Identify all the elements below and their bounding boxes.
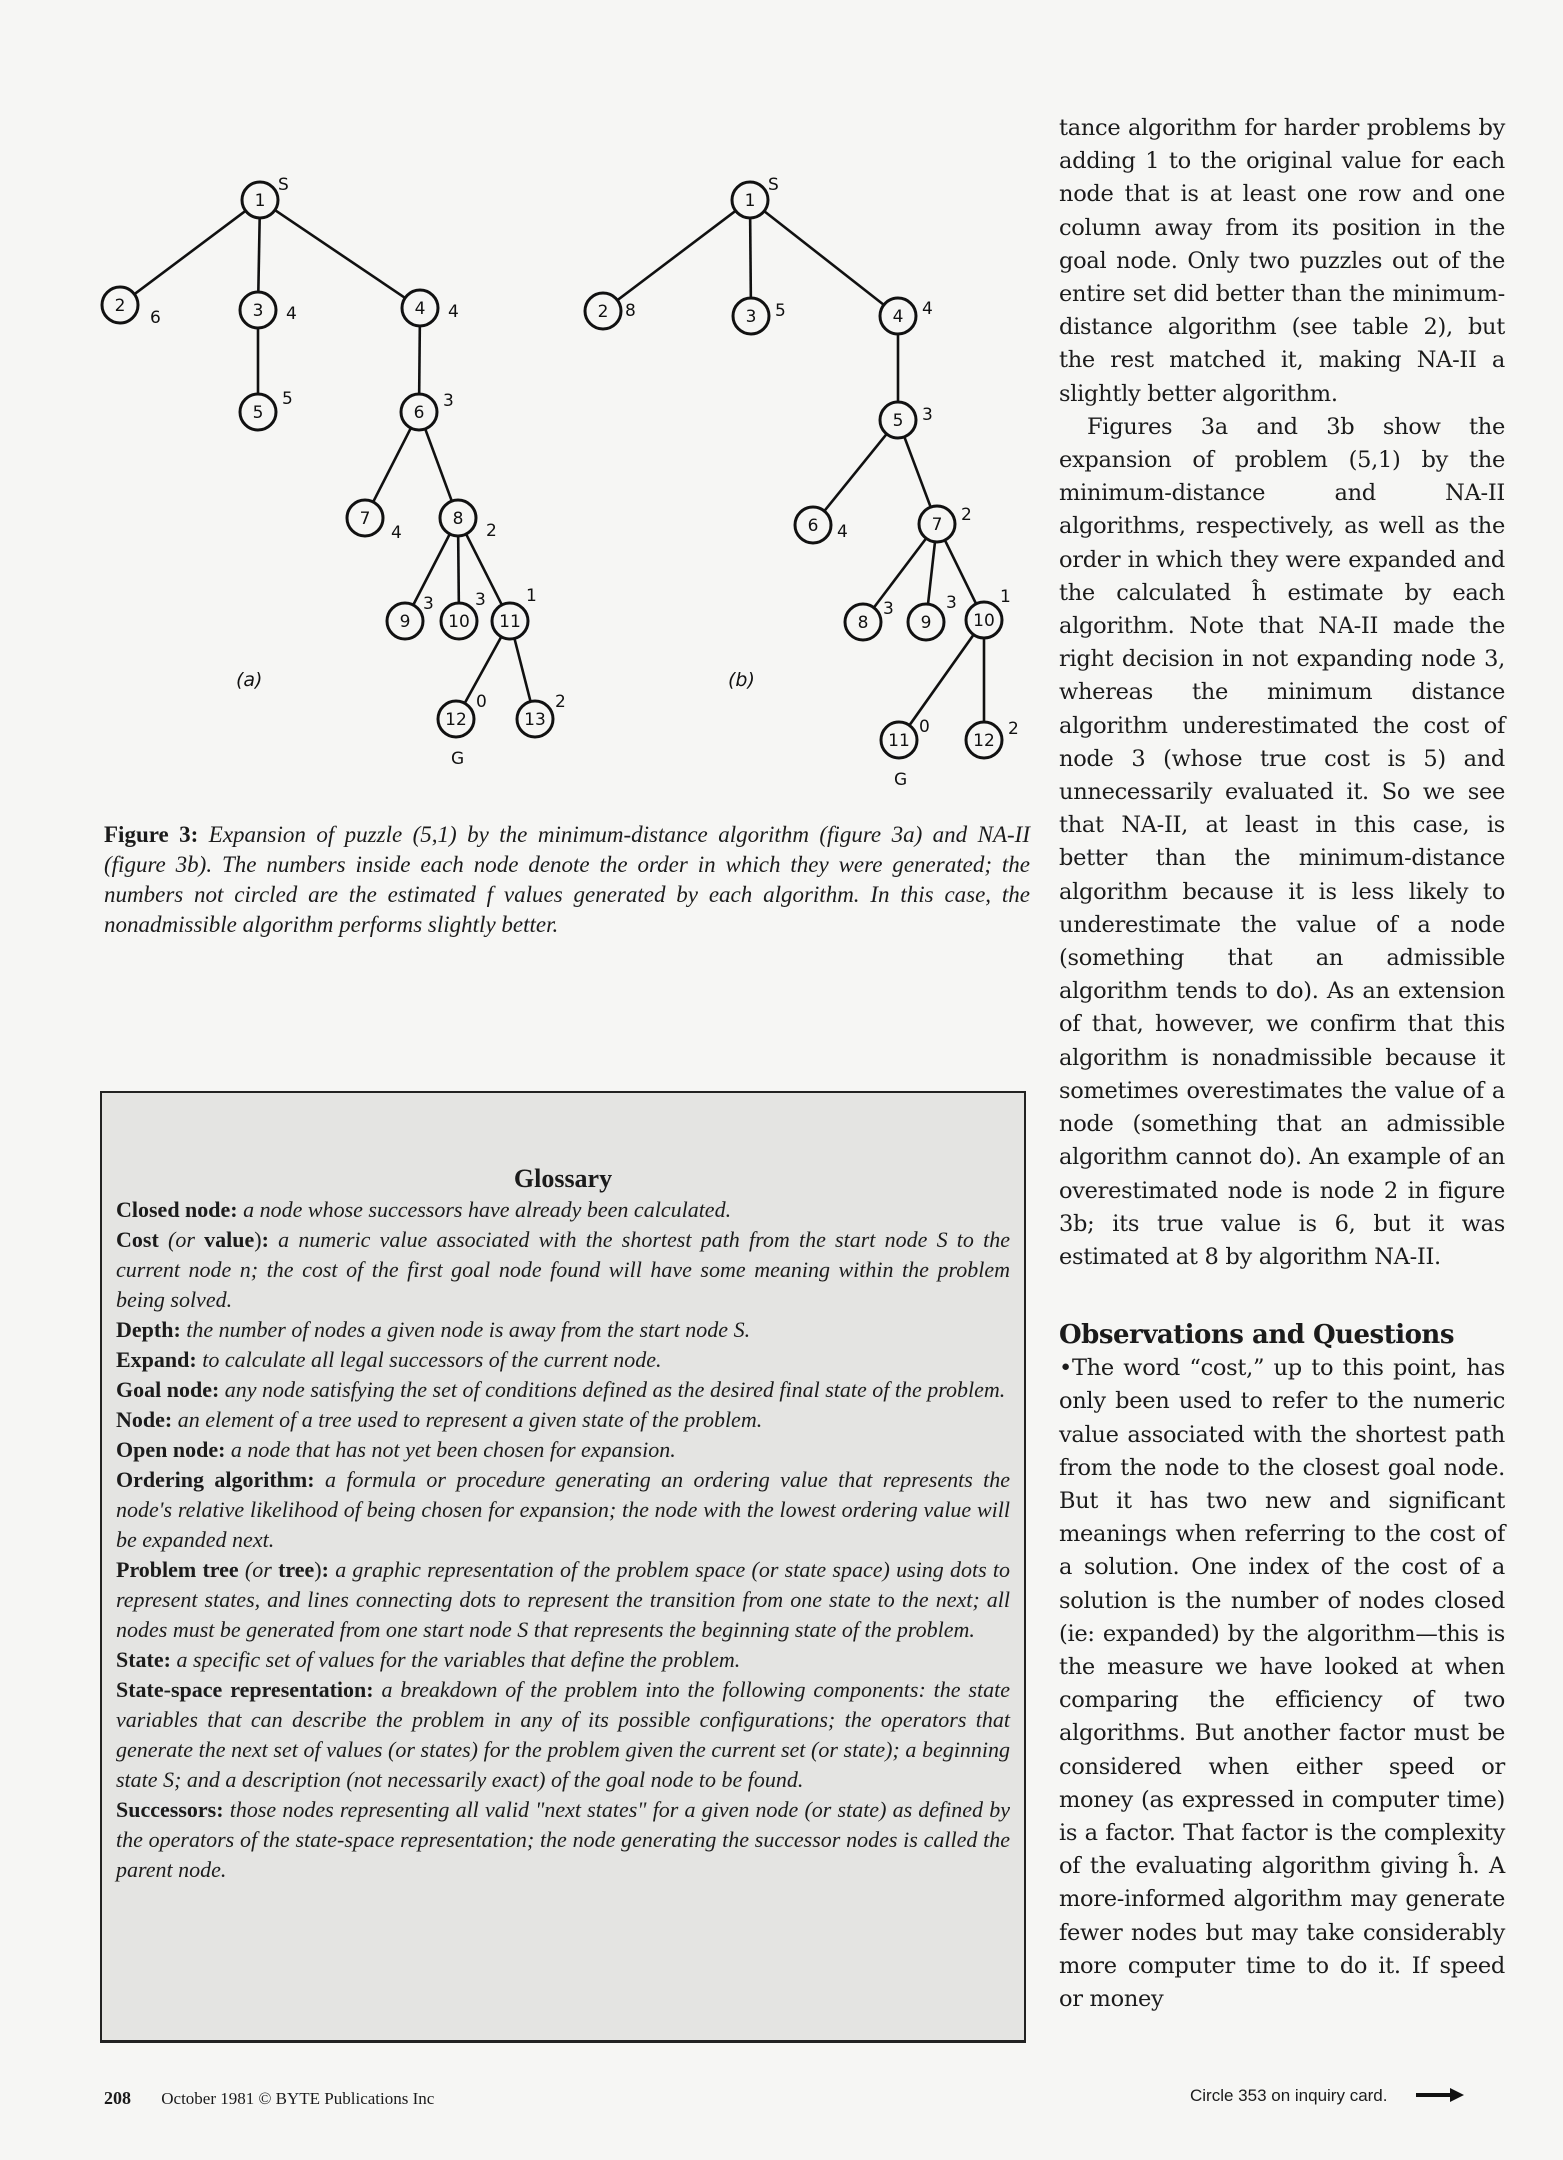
node-order-number: 6: [807, 516, 819, 536]
tree-node: [966, 719, 1019, 758]
tree-node: [440, 500, 497, 541]
caption-label: Figure 3:: [104, 822, 199, 847]
glossary-entry: [116, 1795, 1010, 1885]
tree-edge: [617, 211, 735, 300]
node-order-number: 1: [744, 191, 756, 211]
tree-node: [732, 175, 779, 218]
tree-node: [347, 500, 402, 543]
tree-node: [242, 175, 289, 218]
f-value: 3: [946, 593, 957, 613]
glossary-term: Open node:: [116, 1437, 226, 1462]
tree-node: [240, 292, 297, 328]
glossary-entry: [116, 1405, 1010, 1435]
section-heading: Observations and Questions: [1059, 1320, 1454, 1351]
glossary-term: Cost: [116, 1227, 159, 1252]
glossary-entry: [116, 1315, 1010, 1345]
glossary-entry: [116, 1345, 1010, 1375]
glossary-entry: [116, 1195, 1010, 1225]
glossary-term: Problem tree: [116, 1557, 239, 1582]
glossary-title: Glossary: [513, 1164, 613, 1193]
body-paragraph-2: Figures 3a and 3b show the expansion of problem (5,1) by the minimum-distance and NA-II algorithms, respectively, as well as the order in which they were expanded and the calculated ĥ estimate by each algorithm. Note that NA-II made the right decision in not expanding node 3, whereas the minimum distance algorithm underestimated the cost of node 3 (whose true cost is 5) and unnecessarily evaluated it. So we see that NA-II, at least in this case, is better than the minimum-distance algorithm because it is less likely to underestimate the value of a node (something that an admissible algorithm tends to do). As an extension of that, however, we confirm that this algorithm is nonadmissible because it sometimes overestimates the value of a node (something that an admissible algorithm cannot do). An example of an overestimated node is node 2 in figure 3b; its true value is 6, but it was estimated at 8 by algorithm NA-II.: [1059, 413, 1505, 1270]
node-order-number: 12: [445, 710, 467, 730]
glossary-definition: to calculate all legal successors of the current node.: [202, 1347, 662, 1372]
f-value: 1: [526, 586, 537, 606]
f-value: 5: [282, 389, 293, 409]
f-value: 3: [883, 599, 894, 619]
glossary-entry: [116, 1675, 1010, 1795]
f-value: 4: [448, 302, 459, 322]
f-value: 0: [476, 692, 487, 712]
f-value: 4: [391, 523, 402, 543]
node-order-number: 6: [413, 403, 425, 423]
tree-node: [517, 692, 566, 737]
glossary-definition: a node that has not yet been chosen for expansion.: [230, 1437, 676, 1462]
glossary-definition: any node satisfying the set of conditions defined as the desired final state of the problem.: [224, 1377, 1006, 1402]
glossary-term: Closed node:: [116, 1197, 238, 1222]
tree-node: [492, 586, 537, 639]
page-number: 208: [104, 2088, 131, 2108]
tree-node: [401, 391, 454, 430]
glossary-definition: a numeric value associated with the shortest path from the start node S to the current node n; the cost of the first goal node found will have some meaning within the problem being solved.: [116, 1227, 1011, 1312]
f-value: 3: [443, 391, 454, 411]
f-value: 8: [625, 301, 636, 321]
glossary-term: Depth:: [116, 1317, 181, 1342]
glossary-term-qualifier: (or tree):: [238, 1557, 329, 1582]
glossary-definition: an element of a tree used to represent a given state of the problem.: [177, 1407, 763, 1432]
tree-edge: [750, 218, 751, 298]
node-order-number: 10: [973, 611, 995, 631]
glossary-definition: the number of nodes a given node is away from the start node S.: [186, 1317, 751, 1342]
glossary-entry: [116, 1465, 1010, 1555]
node-order-number: 1: [254, 191, 266, 211]
node-order-number: 8: [857, 613, 869, 633]
f-value: 5: [775, 301, 786, 321]
glossary-entry: [116, 1375, 1010, 1405]
glossary-box: [100, 1091, 1026, 2043]
f-value: 3: [423, 594, 434, 614]
tree-b-na-ii: [585, 175, 1019, 790]
node-order-number: 5: [252, 403, 264, 423]
tree-edge: [373, 428, 411, 502]
f-value: 2: [486, 521, 497, 541]
tree-edge: [764, 211, 884, 305]
glossary-definition: those nodes representing all valid "next states" for a given node (or state) as defined by the operators of the state-space representation; the node generating the successor nodes is called the parent node.: [116, 1797, 1010, 1882]
f-value: 2: [555, 692, 566, 712]
glossary-entry: [116, 1225, 1010, 1315]
node-order-number: 9: [920, 613, 932, 633]
glossary-definition: a formula or procedure generating an ordering value that represents the node's relative likelihood of being chosen for expansion; the node with the lowest ordering value will be expanded next.: [116, 1467, 1011, 1552]
node-order-number: 8: [452, 509, 464, 529]
tree-edge: [909, 635, 973, 726]
start-marker: S: [768, 175, 779, 195]
figure-3-trees: [0, 0, 1060, 800]
glossary-entry: [116, 1555, 1010, 1645]
node-order-number: 3: [252, 301, 264, 321]
tree-node: [402, 290, 459, 326]
node-order-number: 4: [892, 307, 904, 327]
page-footer: [104, 2088, 434, 2109]
glossary-entry: [116, 1435, 1010, 1465]
tree-node: [795, 507, 848, 543]
tree-edge: [874, 538, 926, 607]
glossary-term: Goal node:: [116, 1377, 220, 1402]
tree-node: [387, 594, 434, 639]
f-value: 1: [1000, 587, 1011, 607]
f-value: 4: [837, 522, 848, 542]
f-value: 3: [475, 590, 486, 610]
subfigure-label-a: (a): [236, 669, 263, 691]
f-value: 6: [150, 308, 161, 328]
tree-edge: [275, 210, 405, 298]
glossary-entry: [116, 1645, 1010, 1675]
f-value: 3: [922, 405, 933, 425]
glossary-list: [116, 1195, 1010, 1885]
node-order-number: 2: [114, 296, 126, 316]
glossary-definition: a specific set of values for the variables that define the problem.: [176, 1647, 741, 1672]
tree-node: [880, 298, 933, 334]
glossary-definition: a node whose successors have already been calculated.: [243, 1197, 732, 1222]
figure-caption: [104, 820, 1030, 940]
tree-edge: [458, 536, 459, 603]
tree-node: [919, 505, 972, 542]
subfigure-label-b: (b): [728, 669, 755, 691]
tree-edge: [928, 542, 935, 604]
node-order-number: 13: [524, 710, 546, 730]
tree-a-minimum-distance: [102, 175, 566, 769]
start-marker: S: [278, 175, 289, 195]
tree-node: [845, 599, 894, 640]
goal-marker: G: [894, 770, 908, 790]
tree-edge: [824, 434, 886, 511]
node-order-number: 5: [892, 411, 904, 431]
glossary-term: Expand:: [116, 1347, 197, 1372]
node-order-number: 4: [414, 299, 426, 319]
node-order-number: 7: [931, 515, 943, 535]
tree-node: [881, 717, 930, 790]
glossary-term: State-space representation:: [116, 1677, 374, 1702]
goal-marker: G: [451, 749, 465, 769]
right-arrow-icon: [1416, 2087, 1464, 2107]
node-order-number: 2: [597, 302, 609, 322]
inquiry-text: Circle 353 on inquiry card.: [1190, 2086, 1388, 2105]
f-value: 4: [922, 299, 933, 319]
body-paragraph-1: tance algorithm for harder problems by adding 1 to the original value for each node that is at least one row and one column away from its position in the goal node. Only two puzzles out of the entire set did better than the minimum-distance algorithm (see table 2), but the rest matched it, making NA-II a slightly better algorithm.: [1059, 115, 1505, 407]
tree-node: [102, 287, 161, 328]
f-value: 2: [1008, 719, 1019, 739]
node-order-number: 11: [499, 612, 521, 632]
f-value: 2: [961, 505, 972, 525]
tree-node: [441, 590, 486, 639]
tree-node: [880, 402, 933, 438]
tree-edge: [514, 638, 530, 701]
tree-node: [240, 389, 293, 430]
tree-node: [585, 293, 636, 329]
glossary-term: State:: [116, 1647, 171, 1672]
tree-node: [733, 298, 786, 334]
tree-edge: [904, 437, 930, 507]
tree-edge: [419, 326, 420, 394]
glossary-term: Successors:: [116, 1797, 224, 1822]
tree-edge: [425, 429, 452, 501]
glossary-definition: a breakdown of the problem into the following components: the state variables that can describe the problem in any of its possible configurations; the operators that generate the next set of values (or states) for the problem given the current set (or state); a beginning state S; and a description (not necessarily exact) of the goal node to be found.: [116, 1677, 1010, 1792]
body-paragraph-3: •The word “cost,” up to this point, has only been used to refer to the numeric value associated with the shortest path from the node to the closest goal node. But it has two new and significant meanings when referring to the cost of a solution. One index of the cost of a solution is the number of nodes closed (ie: expanded) by the algorithm—this is the measure we have looked at when comparing the efficiency of two algorithms. But another factor must be considered when either speed or money (as expressed in computer time) is a factor. That factor is the complexity of the evaluating algorithm giving ĥ. A more-informed algorithm may generate fewer nodes but may take considerably more computer time to do it. If speed or money: [1059, 1355, 1505, 2012]
glossary-definition: a graphic representation of the problem space (or state space) using dots to represent states, and lines connecting dots to represent the transition from one state to the next; all nodes must be generated from one start node S that represents the beginning state of the problem.: [116, 1557, 1011, 1642]
node-order-number: 11: [888, 731, 910, 751]
node-order-number: 9: [399, 612, 411, 632]
caption-text: Expansion of puzzle (5,1) by the minimum-distance algorithm (figure 3a) and NA-II (figure 3b). The numbers inside each node denote the order in which they were generated; the numbers not circled are the estimated f values generated by each algorithm. In this case, the nonadmissible algorithm performs slightly better.: [104, 822, 1030, 937]
f-value: 4: [286, 304, 297, 324]
tree-node: [438, 692, 487, 769]
glossary-term-qualifier: (or value):: [158, 1227, 269, 1252]
node-order-number: 3: [745, 307, 757, 327]
node-order-number: 7: [359, 509, 371, 529]
node-order-number: 12: [973, 731, 995, 751]
publication-credit: October 1981 © BYTE Publications Inc: [161, 2089, 435, 2108]
node-order-number: 10: [448, 612, 470, 632]
f-value: 0: [919, 717, 930, 737]
glossary-term: Node:: [116, 1407, 173, 1432]
tree-node: [908, 593, 957, 640]
article-body-column: [1059, 112, 1505, 2016]
glossary-term: Ordering algorithm:: [116, 1467, 315, 1492]
inquiry-note: [1190, 2086, 1464, 2107]
tree-edge: [134, 211, 245, 294]
tree-edge: [258, 218, 259, 292]
